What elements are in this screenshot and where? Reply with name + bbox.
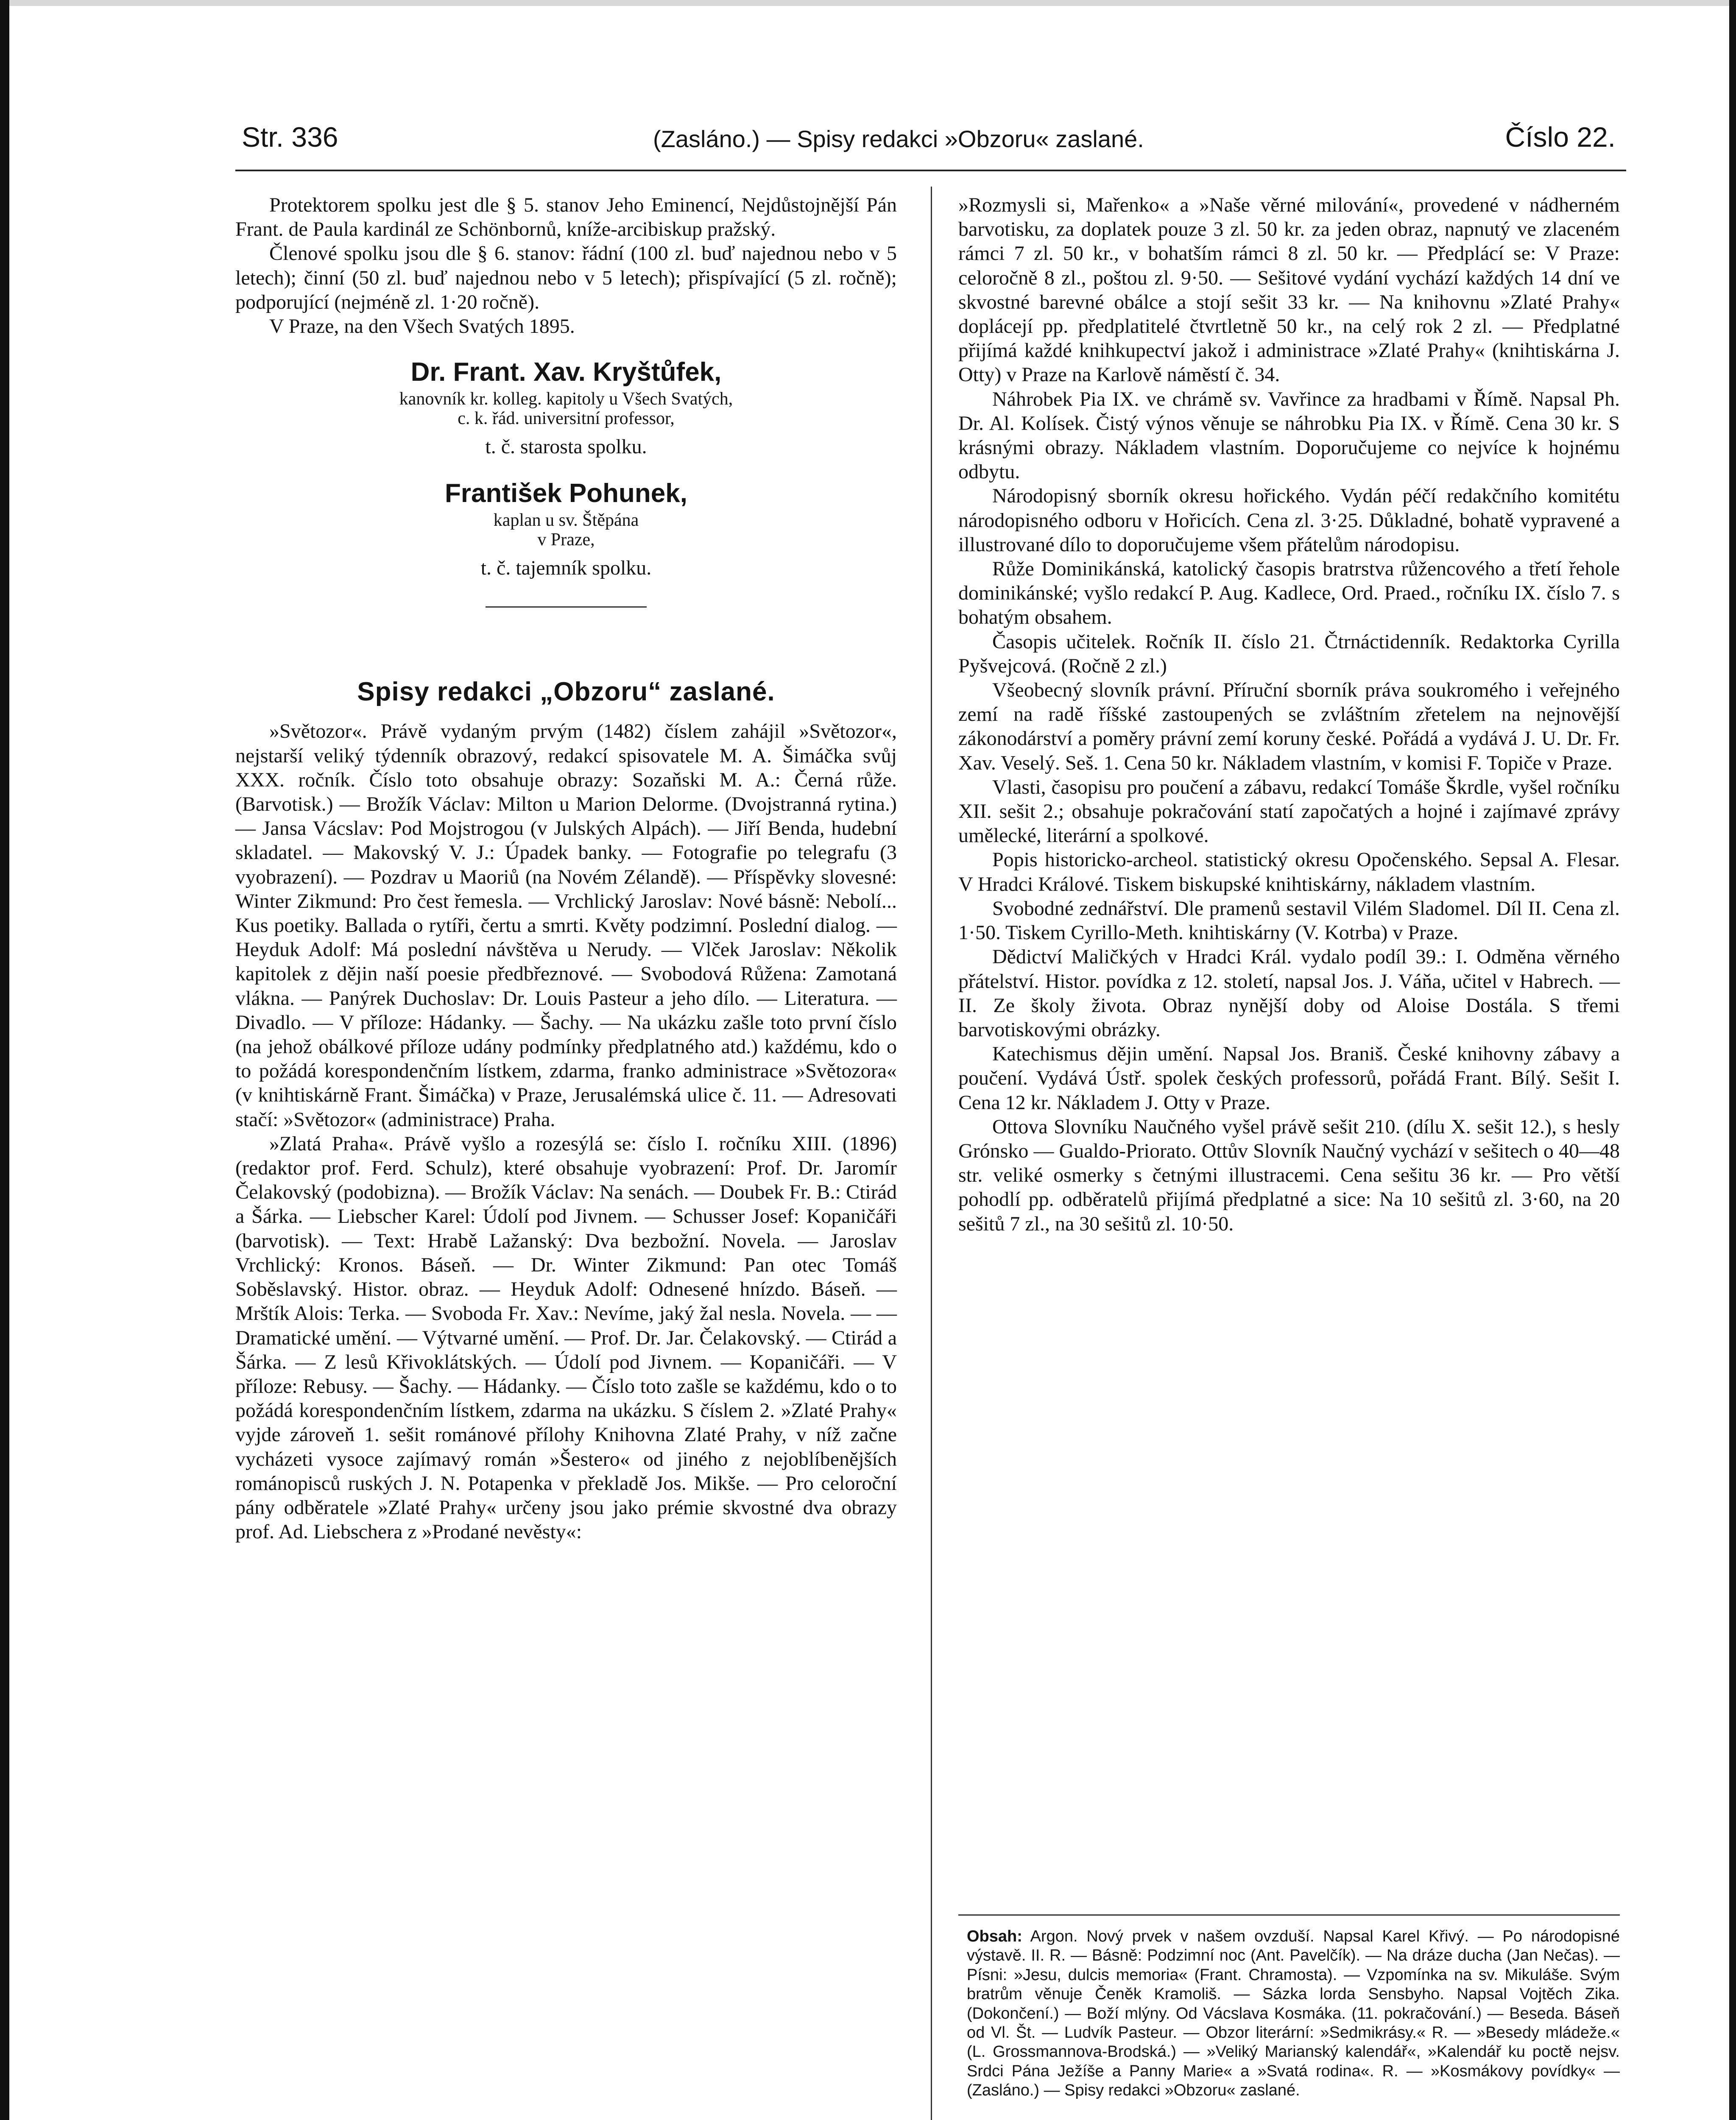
intro-paragraph: Členové spolku jsou dle § 6. stanov: řádní (100 zl. buď najednou nebo v 5 letech); činní (50 zl. buď najednou nebo v 5 letech); přispívající (5 zl. ročně); podporující (nejméně zl. 1·20 ročně). <box>235 242 897 313</box>
signature-line: kaplan u sv. Štěpána <box>493 510 639 530</box>
signature-title: t. č. starosta spolku. <box>485 435 647 458</box>
signature-line: v Praze, <box>537 530 595 550</box>
review-paragraph: Svobodné zednářství. Dle pramenů sestavil Vilém Sladomel. Díl II. Cena zl. 1·50. Tiskem Cyrillo-Meth. knihtiskárny (V. Kotrba) v Praze. <box>958 897 1620 944</box>
running-header <box>229 121 1624 167</box>
review-paragraph: Vlasti, časopisu pro poučení a zábavu, redakcí Tomáše Škrdle, vyšel ročníku XII. sešit 2.; obsahuje pokračování statí započatých a hojné i zajímavé zprávy umělecké, literární a spolkové. <box>958 775 1620 847</box>
intro-paragraph: Protektorem spolku jest dle § 5. stanov Jeho Eminencí, Nejdůstojnější Pán Frant. de Paula kardinál ze Schönbornů, kníže-arcibiskup pražský. <box>235 194 897 241</box>
page-number: Str. 336 <box>242 121 338 153</box>
review-paragraph: Dědictví Maličkých v Hradci Král. vydalo podíl 39.: I. Odměna věrného přátelství. Histor. povídka z 12. století, napsal Jos. J. Váňa, učitel v Habrech. — II. Ze školy života. Obraz nynější doby od Aloise Dostála. S třemi barvotiskovými obrázky. <box>958 946 1620 1041</box>
column-divider <box>931 187 932 2120</box>
contents-box <box>967 1927 1620 2100</box>
review-paragraph: Všeobecný slovník právní. Příruční sborník práva soukromého i veřejného zemí na radě říšské zastoupených se zvláštním zřetelem na nejnovější zákonodárství a poměry právní zemí koruny české. Pořádá a vydává J. U. Dr. Fr. Xav. Veselý. Seš. 1. Cena 50 kr. Nákladem vlastním, v komisi F. Topiče v Praze. <box>958 679 1620 774</box>
signature-block <box>235 477 897 581</box>
contents-text: Argon. Nový prvek v našem ovzduší. Napsal Karel Křivý. — Po národopisné výstavě. II. R. — Básně: Podzimní noc (Ant. Pavelčík). — Na dráze ducha (Jan Nečas). — Písni: »Jesu, dulcis memoria« (Frant. Chramosta). — Vzpomínka na sv. Mikuláše. Svým bratrům věnuje Čeněk Kramoliš. — Sázka lorda Sensbyho. Napsal Vojtěch Zika. (Dokončení.) — Boží mlýny. Od Vácslava Kosmáka. (11. pokračování.) — Beseda. Báseň od Vl. Št. — Ludvík Pasteur. — Obzor literární: »Sedmikrásy.« R. — »Besedy mládeže.« (L. Grossmannova-Brodská.) — »Veliký Marianský kalendář«, »Kalendář ku poctě nejsv. Srdci Pána Ježíše a Panny Marie« a »Svatá rodina«. R. — »Kosmákovy povídky« — (Zasláno.) — Spisy redakci »Obzoru« zaslané. <box>967 1928 1620 2100</box>
signature-name: František Pohunek, <box>445 479 687 508</box>
review-paragraph: »Rozmysli si, Mařenko« a »Naše věrné milování«, provedené v nádherném barvotisku, za doplatek pouze 3 zl. 50 kr. za jeden obraz, napnutý ve zlaceném rámci 7 zl. 50 kr., v bohatším rámci 8 zl. 50 kr. — Předplácí se: V Praze: celoročně 8 zl., poštou zl. 9·50. — Sešitové vydání vychází každých 14 dní ve skvostné barevné obálce a stojí sešit 33 kr. — Na knihovnu »Zlaté Prahy« doplácejí pp. předplatitelé čtvrtletně 50 kr., na celý rok 2 zl. — Předplatné přijímá každé knihkupectví jakož i administrace »Zlaté Prahy« (knihtiskárna J. Otty) v Praze na Karlově náměstí č. 34. <box>958 194 1620 386</box>
signature-line: c. k. řád. universitní professor, <box>458 409 675 429</box>
header-rule <box>235 170 1626 171</box>
review-paragraph: Časopis učitelek. Ročník II. číslo 21. Čtrnáctidenník. Redaktorka Cyrilla Pyšvejcová. (Ročně 2 zl.) <box>958 630 1620 677</box>
review-paragraph: Růže Dominikánská, katolický časopis bratrstva růžencového a třetí řehole dominikánské; vyšlo redakcí P. Aug. Kadlece, Ord. Praed., ročníku IX. číslo 7. s bohatým obsahem. <box>958 558 1620 629</box>
signature-line: kanovník kr. kolleg. kapitoly u Všech Svatých, <box>399 389 733 409</box>
review-paragraph: Popis historicko-archeol. statistický okresu Opočenského. Sepsal A. Flesar. V Hradci Králové. Tiskem biskupské knihtiskárny, nákladem vlastním. <box>958 848 1620 895</box>
running-title: (Zasláno.) — Spisy redakci »Obzoru« zaslané. <box>653 126 1144 152</box>
contents-label: Obsah: <box>967 1928 1022 1945</box>
date-line: V Praze, na den Všech Svatých 1895. <box>269 315 575 338</box>
review-paragraph: »Zlatá Praha«. Právě vyšlo a rozesýlá se: číslo I. ročníku XIII. (1896) (redaktor prof. Ferd. Schulz), které obsahuje vyobrazení: Prof. Dr. Jaromír Čelakovský (podobizna). — Brožík Václav: Na senách. — Doubek Fr. B.: Ctirád a Šárka. — Liebscher Karel: Údolí pod Jivnem. — Schusser Josef: Kopaničáři (barvotisk). — Text: Hrabě Lažanský: Dva bezbožní. Novela. — Jaroslav Vrchlický: Kronos. Báseň. — Dr. Winter Zikmund: Pan otec Tomáš Soběslavský. Histor. obraz. — Heyduk Adolf: Odnesené hnízdo. Báseň. — Mrštík Alois: Terka. — Svoboda Fr. Xav.: Nevíme, jaký žal nesla. Novela. — — Dramatické umění. — Výtvarné umění. — Prof. Dr. Jar. Čelakovský. — Ctirád a Šárka. — Z lesů Křivoklátských. — Údolí pod Jivnem. — Kopaničáři. — V příloze: Rebusy. — Šachy. — Hádanky. — Číslo toto zašle se každému, kdo o to požádá korespondenčním lístkem, zdarma na ukázku. S číslem 2. »Zlaté Prahy« vyjde zároveň 1. sešit románové přílohy Knihovna Zlaté Prahy, v níž začne vycházeti vysoce zajímavý román »Šestero« od jiného z nejoblíbenějších románopisců ruských J. N. Potapenka v překladě Jos. Mikše. — Pro celoroční pány odběratele »Zlaté Prahy« určeny jsou jako prémie skvostné dva obrazy prof. Ad. Liebschera z »Prodané nevěsty«: <box>235 1132 897 1543</box>
signature-title: t. č. tajemník spolku. <box>480 557 652 580</box>
signature-block <box>235 355 897 460</box>
review-paragraph: Katechismus dějin umění. Napsal Jos. Braniš. České knihovny zábavy a poučení. Vydává Ústř. spolek českých professorů, pořádá Frant. Bílý. Sešit I. Cena 12 kr. Nákladem J. Otty v Praze. <box>958 1043 1620 1114</box>
review-paragraph: Ottova Slovníku Naučného vyšel právě sešit 210. (dílu X. sešit 12.), s hesly Grónsko — Gualdo-Priorato. Ottův Slovník Naučný vychází v sešitech o 40—48 str. veliké osmerky s četnými illustracemi. Cena sešitu 36 kr. — Pro větší pohodlí pp. odběratelů přijímá předplatné a sice: Na 10 sešitů zl. 3·60, na 20 sešitů 7 zl., na 30 sešitů zl. 10·50. <box>958 1115 1620 1235</box>
signature-name: Dr. Frant. Xav. Kryštůfek, <box>410 357 722 387</box>
left-column <box>235 193 897 1544</box>
review-paragraph: »Světozor«. Právě vydaným prvým (1482) číslem zahájil »Světozor«, nejstarší veliký týdenník obrazový, redakcí spisovatele M. A. Šimáčka svůj XXX. ročník. Číslo toto obsahuje obrazy: Sozaňski M. A.: Černá růže. (Barvotisk.) — Brožík Václav: Milton u Marion Delorme. (Dvojstranná rytina.) — Jansa Vácslav: Pod Mojstrogou (v Julských Alpách). — Jiří Benda, hudební skladatel. — Makovský V. J.: Úpadek banky. — Fotografie po telegrafu (3 vyobrazení). — Pozdrav u Maoriů (na Novém Zélandě). — Příspěvky slovesné: Winter Zikmund: Pro čest řemesla. — Vrchlický Jaroslav: Nové básně: Nebolí... Kus poetiky. Ballada o rytíři, čertu a smrti. Květy podzimní. Poslední dialog. — Heyduk Adolf: Má poslední návštěva u Nerudy. — Vlček Jaroslav: Několik kapitolek z dějin naší poesie předbřeznové. — Svobodová Růžena: Zamotaná vlákna. — Panýrek Duchoslav: Dr. Louis Pasteur a jeho dílo. — Literatura. — Divadlo. — V příloze: Hádanky. — Šachy. — Na ukázku zašle toto první číslo (na jehož obálkové příloze udány podmínky předplatného atd.) každému, kdo o to požádá korespondenčním lístkem, zdarma, franko administrace »Světozora« (v knihtiskárně Frant. Šimáčka) v Praze, Jerusalémská ulice č. 11. — Adresovati stačí: »Světozor« (administrace) Praha. <box>235 720 897 1131</box>
right-column <box>958 193 1620 1236</box>
issue-number: Číslo 22. <box>1505 121 1616 153</box>
review-paragraph: Náhrobek Pia IX. ve chrámě sv. Vavřince za hradbami v Římě. Napsal Ph. Dr. Al. Kolísek. Čistý výnos věnuje se náhrobku Pia IX. v Římě. Cena 30 kr. S krásnými obrazy. Nákladem vlastním. Doporučujeme co nejvíce k hojnému odbytu. <box>958 388 1620 483</box>
section-title: Spisy redakci „Obzoru“ zaslané. <box>357 677 775 707</box>
section-divider <box>486 606 647 608</box>
contents-rule <box>958 1914 1620 1916</box>
review-paragraph: Národopisný sborník okresu hořického. Vydán péčí redakčního komitétu národopisného odboru v Hořicích. Cena zl. 3·25. Důkladné, bohatě vypravené a illustrované dílo to doporučujeme všem přátelům národopisu. <box>958 485 1620 556</box>
